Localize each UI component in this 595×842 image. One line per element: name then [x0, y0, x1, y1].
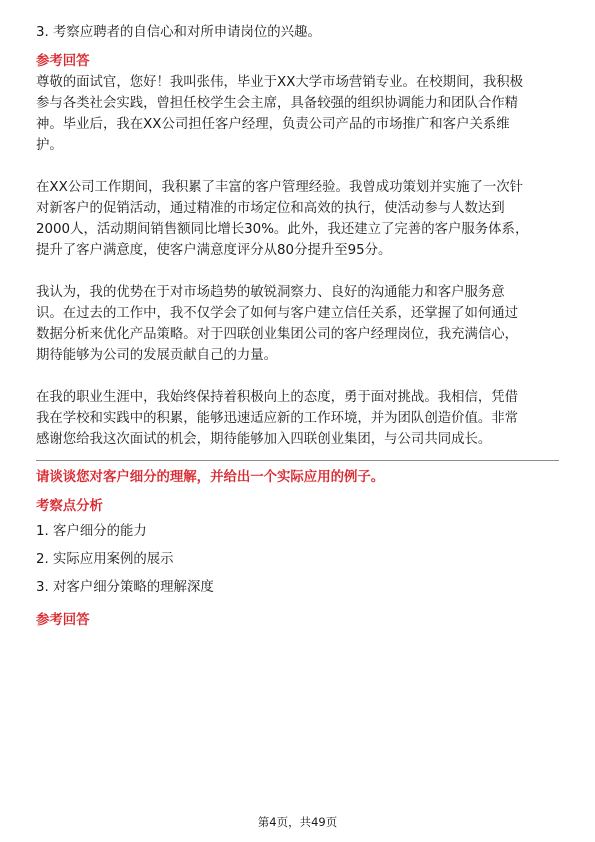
answer-paragraph-3 [36, 282, 559, 366]
answer-line: 期待能够为公司的发展贡献自己的力量。 [36, 348, 278, 363]
answer-line: 在XX公司工作期间，我积累了丰富的客户管理经验。我曾成功策划并实施了一次针 [36, 180, 524, 195]
answer-line: 提升了客户满意度，使客户满意度评分从80分提升至95分。 [36, 243, 392, 258]
answer-line: 2000人，活动期间销售额同比增长30%。此外，我还建立了完善的客户服务体系， [36, 222, 529, 237]
exam-point-item: 3. 对客户细分策略的理解深度 [36, 580, 214, 595]
answer-paragraph-1 [36, 72, 559, 156]
answer-line: 护。 [36, 138, 63, 153]
exam-point-item: 1. 客户细分的能力 [36, 524, 147, 539]
question-title: 请谈谈您对客户细分的理解，并给出一个实际应用的例子。 [36, 470, 385, 485]
answer-paragraph-4 [36, 387, 559, 450]
answer-line: 识。在过去的工作中，我不仅学会了如何与客户建立信任关系，还掌握了如何通过 [36, 306, 519, 321]
page-number: 第4页，共49页 [257, 815, 338, 829]
page-content [36, 22, 559, 631]
reference-answer-label-2: 参考回答 [36, 613, 90, 628]
section-divider [36, 460, 559, 461]
answer-line: 参与各类社会实践，曾担任校学生会主席，具备较强的组织协调能力和团队合作精 [36, 96, 519, 111]
answer-line: 我在学校和实践中的积累，能够迅速适应新的工作环境，并为团队创造价值。非常 [36, 411, 519, 426]
answer-line: 我认为，我的优势在于对市场趋势的敏锐洞察力、良好的沟通能力和客户服务意 [36, 285, 505, 300]
answer-line: 数据分析来优化产品策略。对于四联创业集团公司的客户经理岗位，我充满信心， [36, 327, 519, 342]
answer-paragraph-2 [36, 177, 559, 261]
exam-point-item: 2. 实际应用案例的展示 [36, 552, 174, 567]
answer-line: 尊敬的面试官，您好！我叫张伟，毕业于XX大学市场营销专业。在校期间，我积极 [36, 75, 524, 90]
answer-line: 感谢您给我这次面试的机会，期待能够加入四联创业集团，与公司共同成长。 [36, 432, 492, 447]
answer-line: 神。毕业后，我在XX公司担任客户经理，负责公司产品的市场推广和客户关系维 [36, 117, 510, 132]
exam-point-item-3: 3. 考察应聘者的自信心和对所申请岗位的兴趣。 [36, 25, 321, 40]
answer-line: 在我的职业生涯中，我始终保持着积极向上的态度，勇于面对挑战。我相信，凭借 [36, 390, 519, 405]
exam-point-analysis-label: 考察点分析 [36, 499, 103, 514]
answer-line: 对新客户的促销活动，通过精准的市场定位和高效的执行，使活动参与人数达到 [36, 201, 505, 216]
reference-answer-label: 参考回答 [36, 54, 90, 69]
